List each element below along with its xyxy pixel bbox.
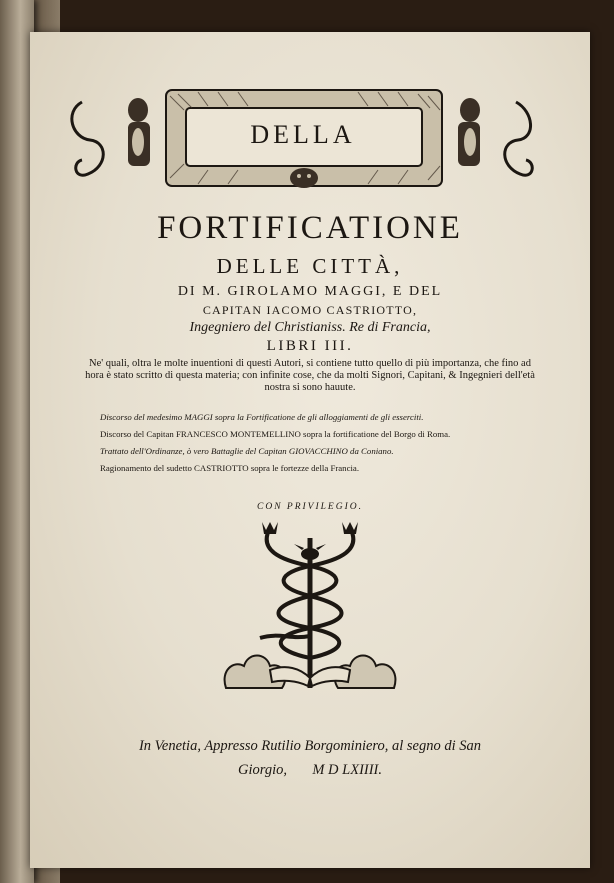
author-role: Ingegniero del Christianiss. Re di Francia, [189,320,431,335]
title-line-1: FORTIFICATIONE [157,210,463,246]
header-word: DELLA [250,120,356,149]
title-line-2: DELLE CITTÀ, [216,254,404,278]
contents-item-1: Discorso del medesimo MAGGI sopra la Fortificatione de gli alloggiamenti de gli esserciti. [100,412,424,422]
author-line-2: CAPITAN IACOMO CASTRIOTTO, [202,303,418,317]
imprint-line-2: Giorgio, M D LXIIII. [237,762,383,778]
description-paragraph: Ne' quali, oltra le molte inuentioni di questi Autori, si contiene tutto quello di più importanza, che fino ad hora è stato scritto di questa materia; con infinite cose, che da molti Signori, Capitani, & Ingegnieri dell'età nostra si sono hauute. [85,358,535,393]
books-count: LIBRI III. [266,338,354,354]
caduceus-emblem-icon [220,520,400,705]
previous-page-edge [0,0,34,883]
contents-item-2: Discorso del Capitan FRANCESCO MONTEMELLINO sopra la fortificatione del Borgo di Roma. [100,429,451,439]
contents-item-4: Ragionamento del sudetto CASTRIOTTO sopra le fortezze della Francia. [100,463,360,473]
imprint-line-1: In Venetia, Appresso Rutilio Borgominiero, al segno di San [138,738,482,754]
privilege-notice: CON PRIVILEGIO. [257,502,363,512]
ornamental-header-banner [68,82,540,194]
contents-item-3: Trattato dell'Ordinanze, ò vero Battaglie del Capitan GIOVACCHINO da Coniano. [100,446,394,456]
printer-device-emblem [220,520,400,705]
title-page [30,32,590,868]
author-line-1: DI M. GIROLAMO MAGGI, E DEL [177,284,443,299]
